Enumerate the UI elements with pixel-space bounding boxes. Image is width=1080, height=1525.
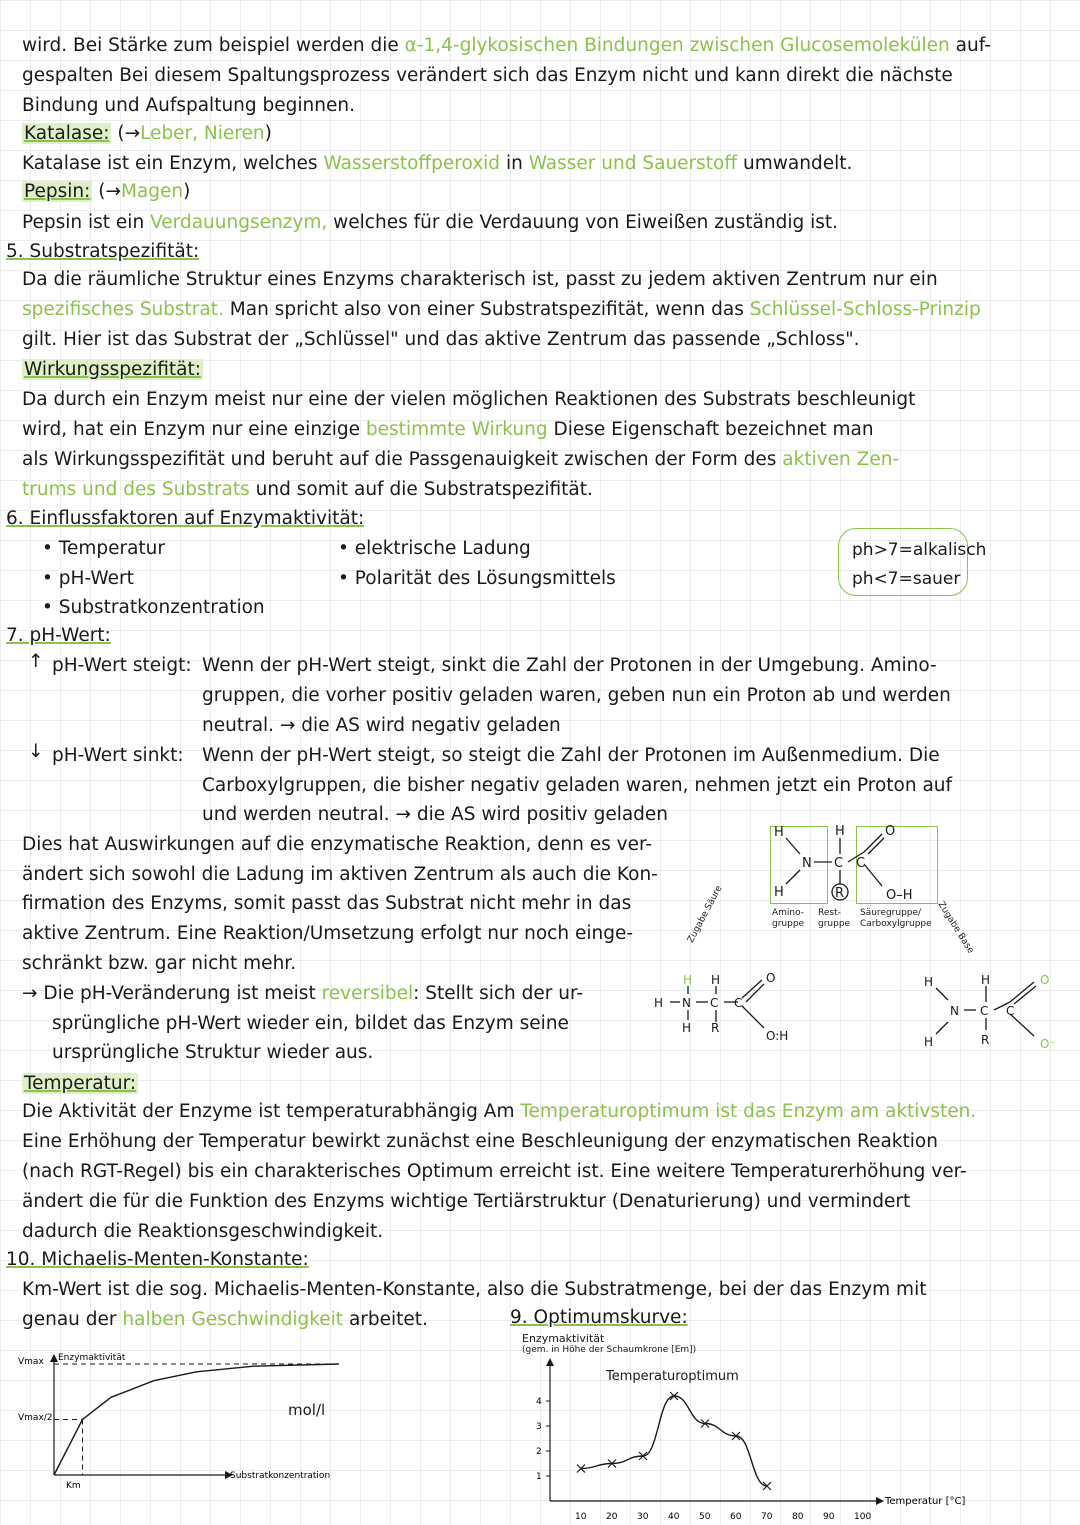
mm-vmax-tick: Vmax <box>18 1357 44 1367</box>
opt-x-tick-label: 40 <box>668 1512 680 1522</box>
svg-text:C: C <box>980 1004 989 1018</box>
ph-falls-line-3: und werden neutral. → die AS wird positiv geladen <box>202 804 669 825</box>
mm-km-tick: Km <box>66 1481 81 1491</box>
opt-y-arrow <box>546 1358 554 1366</box>
anionic-amino-acid <box>910 970 1070 1060</box>
opt-y-tick-label: 4 <box>536 1397 542 1407</box>
mm-half-vmax-tick: Vmax/2 <box>18 1413 53 1423</box>
opt-x-tick-label: 60 <box>730 1512 742 1522</box>
section-7-heading: 7. pH-Wert: <box>6 625 111 646</box>
opt-x-tick-label: 80 <box>792 1512 804 1522</box>
svg-text:N: N <box>682 996 691 1010</box>
svg-text:C: C <box>710 996 719 1010</box>
svg-text:H: H <box>981 973 991 987</box>
reversible-line-3: ursprüngliche Struktur wieder aus. <box>52 1042 374 1063</box>
cationic-amino-acid <box>650 970 810 1060</box>
svg-text:C: C <box>734 996 743 1010</box>
intro-line-3: Bindung und Aufspaltung beginnen. <box>22 95 355 116</box>
ph-rises-line-3: neutral. → die AS wird negativ geladen <box>202 715 561 736</box>
svg-text:H: H <box>711 973 721 987</box>
amino-acid-structure <box>760 820 950 910</box>
opt-x-tick-label: 30 <box>637 1512 649 1522</box>
svg-text:R: R <box>835 886 845 901</box>
factor-item: • pH-Wert <box>42 568 134 589</box>
wirk-line-3: als Wirkungsspezifität und beruht auf die Passgenauigkeit zwischen der Form des aktiven Zen- <box>22 449 900 470</box>
svg-text:O–H: O–H <box>886 888 913 903</box>
temperature-optimum-chart <box>520 1356 980 1524</box>
pepsin-heading: Pepsin: (→Magen) <box>24 181 191 202</box>
section-5-heading: 5. Substratspezifität: <box>6 241 200 262</box>
rest-group-label: Rest- gruppe <box>818 908 851 929</box>
svg-text:H: H <box>835 824 845 839</box>
svg-text:R: R <box>711 1021 720 1035</box>
ph-note-alkaline: ph>7=alkalisch <box>852 540 987 560</box>
factor-item: • Polarität des Lösungsmittels <box>338 568 616 589</box>
opt-y-tick-label: 1 <box>536 1472 542 1482</box>
opt-y-tick-label: 3 <box>536 1422 542 1432</box>
factor-item: • Temperatur <box>42 538 166 559</box>
reversible-line-1: → Die pH-Veränderung ist meist reversibel: Stellt sich der ur- <box>22 983 584 1004</box>
ph-falls-line-1: Wenn der pH-Wert steigt, so steigt die Zahl der Protonen im Außenmedium. Die <box>202 745 940 766</box>
svg-text:O:H: O:H <box>766 1029 789 1043</box>
wirk-heading: Wirkungsspezifität: <box>24 359 201 380</box>
amino-group-label: Amino- gruppe <box>772 908 805 929</box>
ph-effect-line-5: schränkt bzw. gar nicht mehr. <box>22 953 297 974</box>
intro-line-1: wird. Bei Stärke zum beispiel werden die α-1,4-glykosischen Bindungen zwischen Glucosemolekülen auf- <box>22 35 991 56</box>
s5-line-2: spezifisches Substrat. Man spricht also von einer Substratspezifität, wenn das Schlüssel-Schloss-Prinzip <box>22 299 981 320</box>
opt-x-tick-label: 70 <box>761 1512 773 1522</box>
intro-line-2: gespalten Bei diesem Spaltungsprozess verändert sich das Enzym nicht und kann direkt die nächste <box>22 65 953 86</box>
ph-rises-line-1: Wenn der pH-Wert steigt, sinkt die Zahl der Protonen in der Umgebung. Amino- <box>202 655 937 676</box>
temp-line-2: Eine Erhöhung der Temperatur bewirkt zunächst eine Beschleunigung der enzymatischen Reaktion <box>22 1131 938 1152</box>
svg-text:N: N <box>950 1004 959 1018</box>
svg-text:N: N <box>802 856 812 871</box>
ph-rises-line-2: gruppen, die vorher positiv geladen waren, geben nun ein Proton ab und werden <box>202 685 951 706</box>
svg-text:H: H <box>924 975 934 989</box>
mm-y-label: Enzymaktivität <box>58 1353 126 1363</box>
section-6-heading: 6. Einflussfaktoren auf Enzymaktivität: <box>6 508 365 529</box>
opt-x-tick-label: 10 <box>575 1512 587 1522</box>
katalase-text: Katalase ist ein Enzym, welches Wasserstoffperoxid in Wasser und Sauerstoff umwandelt. <box>22 153 853 174</box>
reversible-line-2: sprüngliche pH-Wert wieder ein, bildet das Enzym seine <box>52 1013 569 1034</box>
temp-line-3: (nach RGT-Regel) bis ein charakterisches Optimum erreicht ist. Eine weitere Temperaturerhöhung ver- <box>22 1161 967 1182</box>
svg-text:C: C <box>834 856 844 871</box>
opt-curve <box>581 1396 767 1486</box>
factor-item: • Substratkonzentration <box>42 597 265 618</box>
opt-x-tick-label: 50 <box>699 1512 711 1522</box>
base-addition-label: Zugabe Base <box>935 900 976 956</box>
temp-heading: Temperatur: <box>24 1073 137 1094</box>
mm-y-arrow <box>50 1354 58 1362</box>
svg-text:R: R <box>981 1033 990 1047</box>
up-arrow-icon: ↑ <box>28 651 44 672</box>
opt-annotation: Temperaturoptimum <box>606 1369 739 1384</box>
section-10-heading: 10. Michaelis-Menten-Konstante: <box>6 1249 309 1270</box>
svg-text:H: H <box>924 1035 934 1049</box>
ph-effect-line-3: firmation des Enzyms, somit passt das Substrat nicht mehr in das <box>22 893 632 914</box>
svg-text:C: C <box>856 856 866 871</box>
opt-y-label: Enzymaktivität <box>522 1332 605 1345</box>
opt-y-label-2: (gem. in Höhe der Schaumkrone [Em]) <box>522 1345 697 1355</box>
opt-x-label: Temperatur [°C] <box>885 1496 966 1507</box>
svg-text:O: O <box>766 971 776 985</box>
pepsin-text: Pepsin ist ein Verdauungsenzym, welches für die Verdauung von Eiweißen zuständig ist. <box>22 212 839 233</box>
svg-text:H: H <box>774 885 784 900</box>
opt-x-tick-label: 90 <box>823 1512 835 1522</box>
acid-addition-label: Zugabe Säure <box>686 884 725 945</box>
mm-line-1: Km-Wert ist die sog. Michaelis-Menten-Konstante, also die Substratmenge, bei der das Enzym mit <box>22 1279 927 1300</box>
svg-text:O: O <box>885 824 896 839</box>
wirk-line-2: wird, hat ein Enzym nur eine einzige bestimmte Wirkung Diese Eigenschaft bezeichnet man <box>22 419 874 440</box>
svg-text:H: H <box>682 1021 692 1035</box>
ph-effect-line-2: ändert sich sowohl die Ladung im aktiven Zentrum als auch die Kon- <box>22 864 658 885</box>
ph-falls-label: pH-Wert sinkt: <box>52 745 184 766</box>
mm-x-label: Substratkonzentration <box>230 1471 331 1481</box>
wirk-line-4: trums und des Substrats und somit auf die Substratspezifität. <box>22 479 593 500</box>
opt-x-arrow <box>876 1497 884 1505</box>
s5-line-3: gilt. Hier ist das Substrat der „Schlüssel" und das aktive Zentrum das passende „Schloss". <box>22 329 860 350</box>
mm-unit: mol/l <box>288 1401 326 1419</box>
ph-falls-line-2: Carboxylgruppen, die bisher negativ geladen waren, nehmen jetzt ein Proton auf <box>202 775 953 796</box>
section-9-heading: 9. Optimumskurve: <box>510 1307 688 1328</box>
opt-x-tick-label: 100 <box>854 1512 872 1522</box>
temp-line-5: dadurch die Reaktionsgeschwindigkeit. <box>22 1221 384 1242</box>
ph-rises-label: pH-Wert steigt: <box>52 655 192 676</box>
svg-text:O⁻: O⁻ <box>1040 1037 1056 1051</box>
ph-effect-line-1: Dies hat Auswirkungen auf die enzymatische Reaktion, denn es ver- <box>22 834 653 855</box>
factor-item: • elektrische Ladung <box>338 538 531 559</box>
down-arrow-icon: ↓ <box>28 741 44 762</box>
katalase-heading: Katalase: (→Leber, Nieren) <box>24 123 272 144</box>
temp-line-4: ändert die für die Funktion des Enzyms wichtige Tertiärstruktur (Denaturierung) und vermindert <box>22 1191 911 1212</box>
ph-effect-line-4: aktive Zentrum. Eine Reaktion/Umsetzung erfolgt nur noch einge- <box>22 923 634 944</box>
michaelis-menten-chart <box>14 1350 354 1495</box>
svg-text:C: C <box>1006 1004 1015 1018</box>
wirk-line-1: Da durch ein Enzym meist nur eine der vielen möglichen Reaktionen des Substrats beschleunigt <box>22 389 916 410</box>
svg-text:H: H <box>683 973 693 987</box>
svg-text:H: H <box>774 825 784 840</box>
temp-line-1: Die Aktivität der Enzyme ist temperaturabhängig Am Temperaturoptimum ist das Enzym am aktivsten. <box>22 1101 977 1122</box>
s5-line-1: Da die räumliche Struktur eines Enzyms charakterisch ist, passt zu jedem aktiven Zentrum nur ein <box>22 269 938 290</box>
opt-y-tick-label: 2 <box>536 1447 542 1457</box>
ph-note-acid: ph<7=sauer <box>852 569 961 589</box>
svg-text:O: O <box>1040 973 1050 987</box>
svg-text:H: H <box>654 996 664 1010</box>
opt-x-tick-label: 20 <box>606 1512 618 1522</box>
acid-group-label: Säuregruppe/ Carboxylgruppe <box>860 908 932 929</box>
mm-line-2: genau der halben Geschwindigkeit arbeitet. <box>22 1309 428 1330</box>
